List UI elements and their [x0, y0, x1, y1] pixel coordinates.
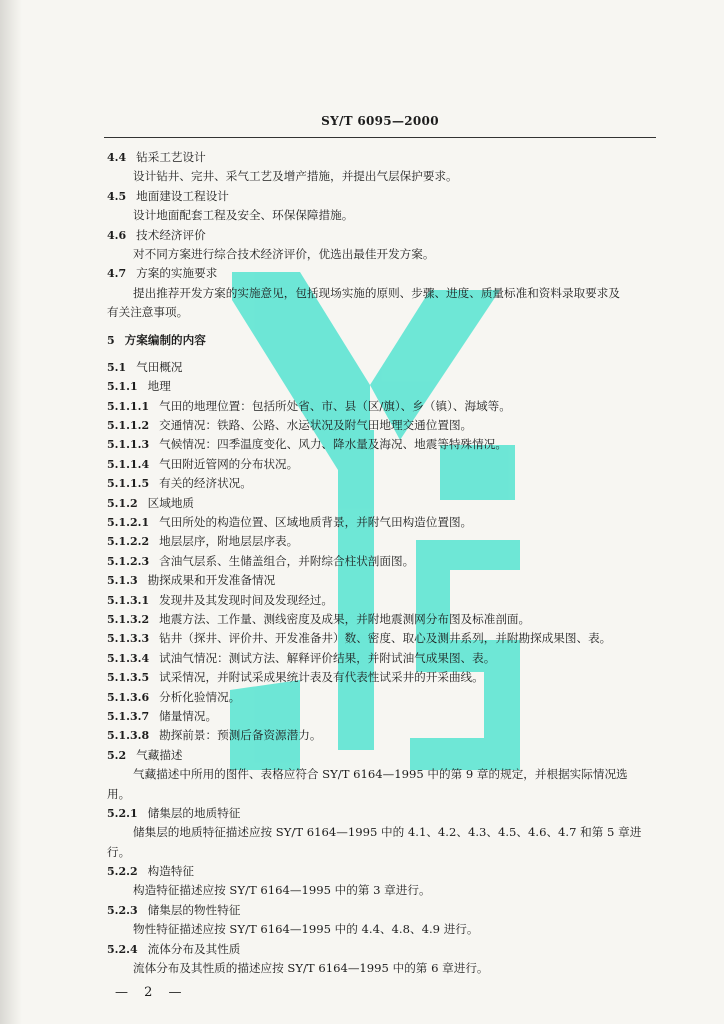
section-heading: [107, 804, 663, 823]
paragraph: 储集层的地质特征描述应按 SY/T 6164—1995 中的 4.1、4.2、4.3、4.5、4.6、4.7 和第 5 章进: [133, 825, 642, 840]
section-heading: [107, 494, 663, 513]
document-body: [107, 148, 663, 978]
header-rule: [104, 137, 656, 138]
section-title: 气候情况：四季温度变化、风力、降水量及海况、地震等特殊情况。: [159, 437, 507, 452]
paragraph: 气藏描述中所用的图件、表格应符合 SY/T 6164—1995 中的第 9 章的规定，并根据实际情况选: [133, 767, 628, 782]
section-title: 构造特征: [147, 864, 195, 879]
paragraph: 提出推荐开发方案的实施意见，包括现场实施的原则、步骤、进度、质量标准和资料录取要求及: [133, 285, 620, 300]
section-title: 地层层序，附地层层序表。: [159, 534, 299, 549]
section-heading: [107, 707, 663, 726]
section-heading: [107, 264, 663, 283]
section-number: 5.2.4: [107, 942, 138, 956]
section-title: 试油气情况：测试方法、解释评价结果，并附试油气成果图、表。: [159, 650, 496, 665]
section-title: 勘探成果和开发准备情况: [147, 573, 276, 588]
section-title: 技术经济评价: [136, 227, 206, 242]
section-title: 储集层的地质特征: [147, 805, 241, 820]
section-heading: [107, 688, 663, 707]
section-number: 5.1.3.1: [107, 593, 150, 607]
section-title: 气田概况: [136, 359, 183, 374]
section-heading: [107, 377, 663, 396]
section-title: 储量情况。: [159, 708, 218, 723]
section-title: 气田的地理位置：包括所处省、市、县（区/旗）、乡（镇）、海域等。: [159, 398, 511, 413]
section-title: 气田所处的构造位置、区域地质背景，并附气田构造位置图。: [159, 515, 473, 530]
section-heading: [107, 474, 663, 493]
section-number: 5.1.1.2: [107, 419, 150, 433]
paragraph-continuation: 用。: [107, 786, 131, 801]
section-heading: [107, 726, 663, 745]
section-heading: [107, 746, 663, 765]
section-title: 方案的实施要求: [136, 266, 218, 281]
section-number: 5.1: [107, 360, 127, 374]
section-number: 5.1.3: [107, 574, 138, 588]
section-title: 地面建设工程设计: [136, 188, 229, 203]
section-number: 5.1.2.2: [107, 535, 150, 549]
section-number: 5.2: [107, 748, 127, 762]
section-title: 储集层的物性特征: [147, 902, 241, 917]
section-heading: [107, 513, 663, 532]
section-title: 方案编制的内容: [124, 332, 206, 347]
section-heading: [107, 397, 663, 416]
section-heading: [107, 552, 663, 571]
section-title: 交通情况：铁路、公路、水运状况及附气田地理交通位置图。: [159, 418, 473, 433]
section-heading: [107, 416, 663, 435]
section-heading: [107, 862, 663, 881]
section-number: 4.7: [107, 267, 127, 281]
section-number: 5.2.1: [107, 806, 138, 820]
section-number: 5: [107, 333, 115, 347]
paragraph-continuation: 有关注意事项。: [107, 305, 189, 320]
section-title: 气田附近管网的分布状况。: [159, 456, 299, 471]
section-title: 气藏描述: [136, 747, 183, 762]
section-heading: [107, 226, 663, 245]
section-heading: [107, 358, 663, 377]
section-title: 试采情况，并附试采成果统计表及有代表性试采井的开采曲线。: [159, 670, 484, 685]
section-heading: [107, 649, 663, 668]
section-number: 5.1.1.5: [107, 477, 150, 491]
section-title: 勘探前景：预测后备资源潜力。: [159, 728, 322, 743]
section-number: 5.1.3.6: [107, 690, 150, 704]
paragraph: 设计钻井、完井、采气工艺及增产措施，并提出气层保护要求。: [133, 169, 458, 184]
section-heading: [107, 571, 663, 590]
page-number: — 2 —: [115, 985, 188, 1000]
paragraph: 对不同方案进行综合技术经济评价，优选出最佳开发方案。: [133, 246, 435, 261]
section-title: 地震方法、工作量、测线密度及成果，并附地震测网分布图及标准剖面。: [159, 611, 531, 626]
section-number: 5.2.2: [107, 865, 138, 879]
section-heading: [107, 532, 663, 551]
section-number: 5.1.3.4: [107, 651, 150, 665]
section-number: 5.1.2: [107, 496, 138, 510]
section-number: 4.6: [107, 228, 127, 242]
page-header-standard-code: SY/T 6095—2000: [321, 114, 439, 128]
section-heading: [107, 668, 663, 687]
section-title: 钻采工艺设计: [136, 150, 206, 164]
section-title: 发现井及其发现时间及发现经过。: [159, 592, 334, 607]
section-number: 5.1.1.3: [107, 438, 150, 452]
section-title: 流体分布及其性质: [147, 941, 241, 956]
section-number: 5.1.1.1: [107, 399, 150, 413]
section-number: 5.1.1: [107, 380, 138, 394]
section-title: 含油气层系、生储盖组合，并附综合柱状剖面图。: [159, 553, 415, 568]
section-heading: [107, 187, 663, 206]
paragraph: 物性特征描述应按 SY/T 6164—1995 中的 4.4、4.8、4.9 进行。: [133, 922, 479, 937]
section-number: 5.1.2.1: [107, 516, 150, 530]
section-heading: [107, 940, 663, 959]
section-title: 钻井（探井、评价井、开发准备井）数、密度、取心及测井系列，并附勘探成果图、表。: [159, 631, 612, 646]
paragraph: 流体分布及其性质的描述应按 SY/T 6164—1995 中的第 6 章进行。: [133, 961, 489, 976]
section-number: 5.1.3.5: [107, 671, 150, 685]
section-number: 5.2.3: [107, 903, 138, 917]
paragraph: 构造特征描述应按 SY/T 6164—1995 中的第 3 章进行。: [133, 883, 431, 898]
section-number: 5.1.3.8: [107, 729, 150, 743]
paragraph: 设计地面配套工程及安全、环保保障措施。: [133, 208, 354, 223]
section-heading: [107, 901, 663, 920]
section-title: 区域地质: [147, 495, 195, 510]
section-heading: [107, 148, 663, 167]
section-number: 5.1.3.2: [107, 612, 150, 626]
section-number: 5.1.2.3: [107, 554, 150, 568]
section-title: 地理: [147, 379, 171, 394]
chapter-heading: [107, 331, 663, 350]
section-number: 4.4: [107, 151, 127, 164]
section-number: 4.5: [107, 189, 127, 203]
section-number: 5.1.1.4: [107, 457, 150, 471]
paragraph-continuation: 行。: [107, 844, 131, 859]
section-heading: [107, 610, 663, 629]
section-title: 分析化验情况。: [159, 689, 241, 704]
section-number: 5.1.3.3: [107, 632, 150, 646]
section-heading: [107, 435, 663, 454]
section-heading: [107, 629, 663, 648]
section-number: 5.1.3.7: [107, 709, 150, 723]
section-heading: [107, 591, 663, 610]
section-heading: [107, 455, 663, 474]
section-title: 有关的经济状况。: [159, 476, 252, 491]
